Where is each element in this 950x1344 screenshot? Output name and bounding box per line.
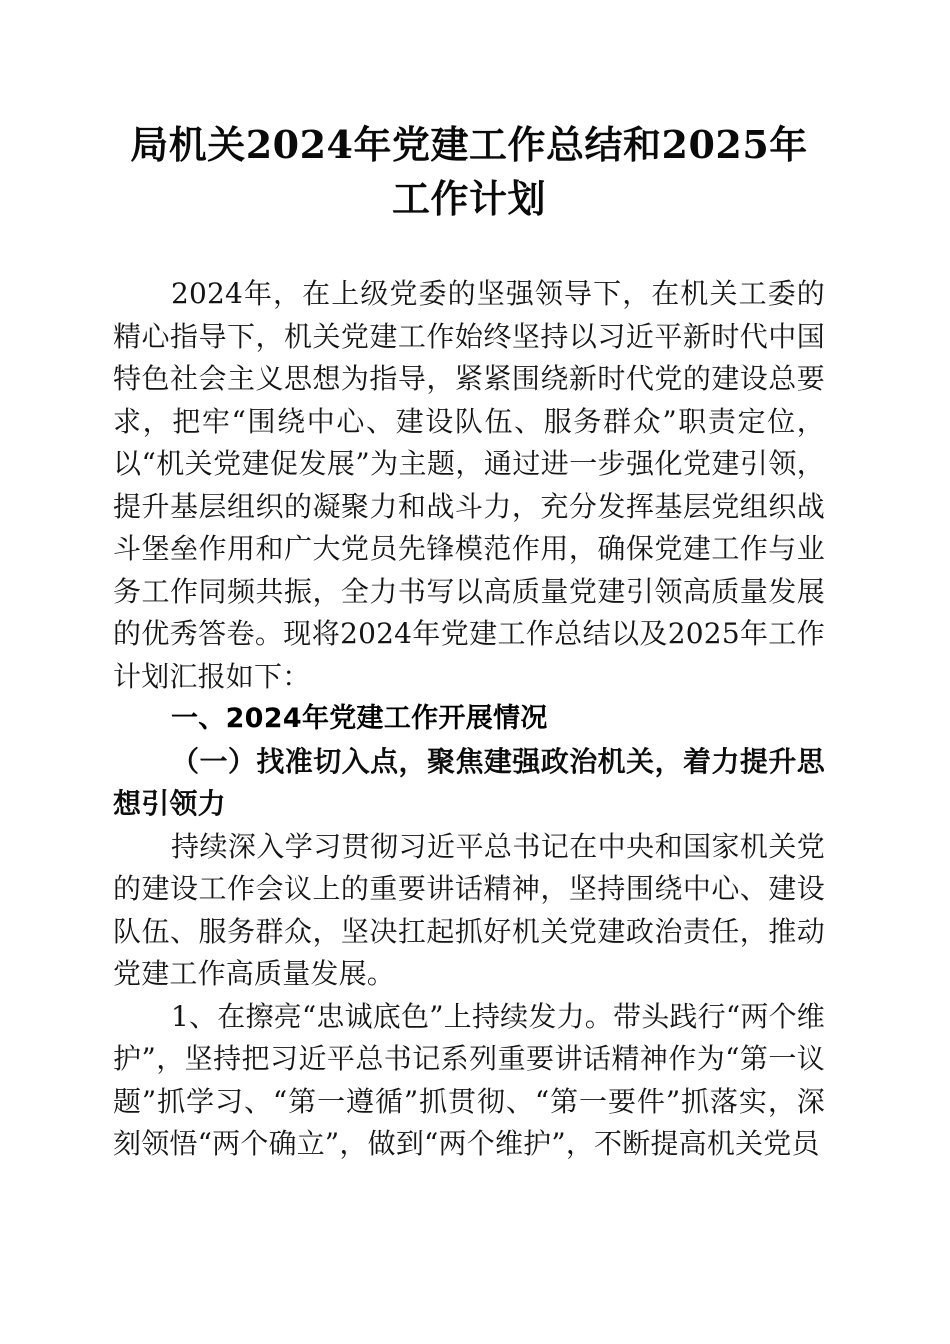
body-paragraph-intro: 2024年，在上级党委的坚强领导下，在机关工委的精心指导下，机关党建工作始终坚持以习近平新时代中国特色社会主义思想为指导，紧紧围绕新时代党的建设总要求，把牢“围绕中心、建设队伍、服务群众”职责定位，以“机关党建促发展”为主题，通过进一步强化党建引领，提升基层组织的凝聚力和战斗力，充分发挥基层党组织战斗堡垒作用和广大党员先锋模范作用，确保党建工作与业务工作同频共振，全力书写以高质量党建引领高质量发展的优秀答卷。现将2024年党建工作总结以及2025年工作计划汇报如下： xyxy=(113,277,825,693)
section-heading-level-2: （一）找准切入点，聚焦建强政治机关，着力提升思想引领力 xyxy=(113,744,825,820)
page-title: 局机关2024年党建工作总结和2025年工作计划 xyxy=(130,122,808,221)
section-heading-level-1: 一、2024年党建工作开展情况 xyxy=(171,703,548,734)
body-paragraph-2: 1、在擦亮“忠诚底色”上持续发力。带头践行“两个维护”，坚持把习近平总书记系列重要讲话精神作为“第一议题”抓学习、“第一遵循”抓贯彻、“第一要件”抓落实，深刻领悟“两个确立”，做到“两个维护”，不断提高机关党员 xyxy=(113,999,825,1160)
body-paragraph-1: 持续深入学习贯彻习近平总书记在中央和国家机关党的建设工作会议上的重要讲话精神，坚持围绕中心、建设队伍、服务群众，坚决扛起抓好机关党建政治责任，推动党建工作高质量发展。 xyxy=(113,829,825,990)
page-content xyxy=(113,0,825,1166)
